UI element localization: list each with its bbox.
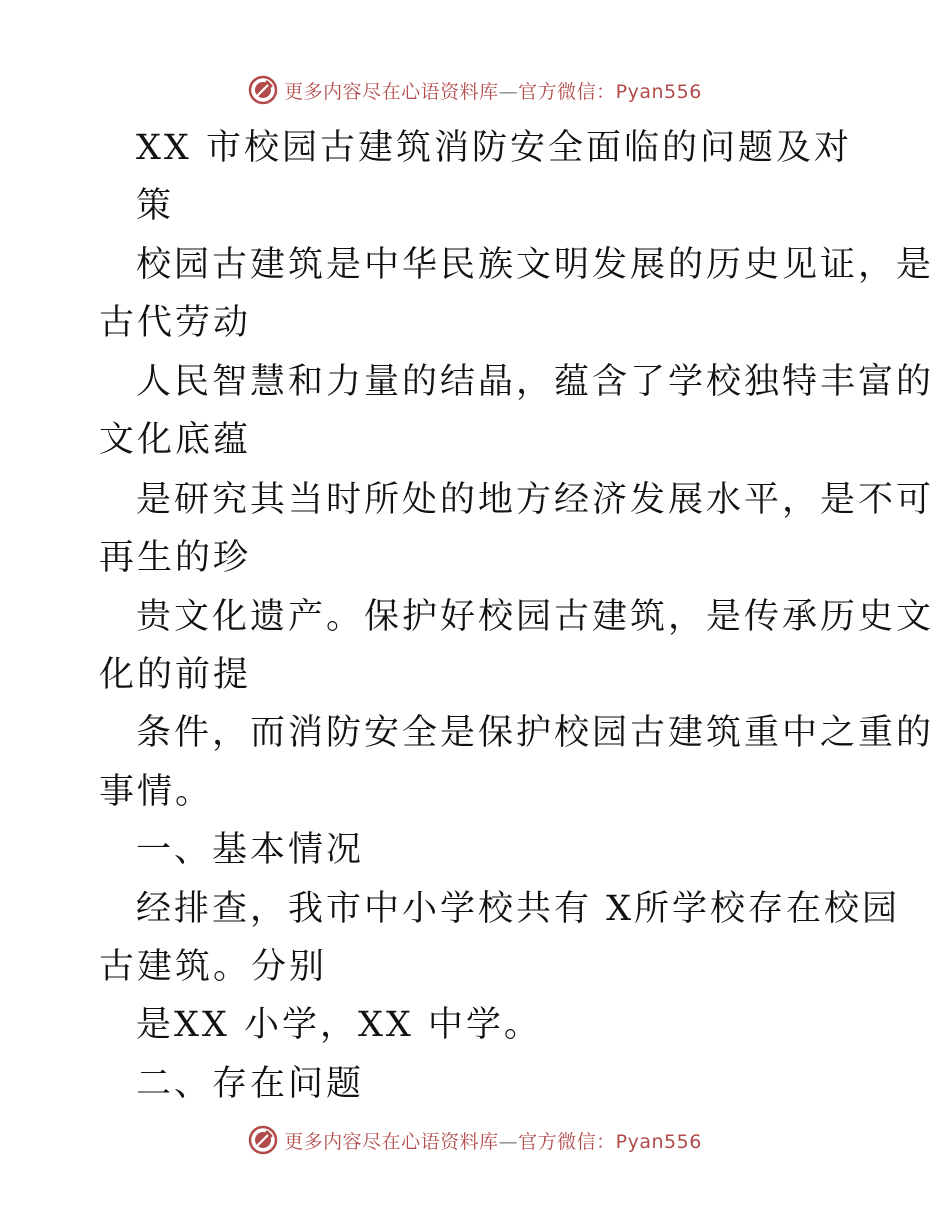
paragraph-line: 经排查，我市中小学校共有 X所学校存在校园	[136, 889, 901, 929]
document-title-line-1: XX 市校园古建筑消防安全面临的问题及对	[136, 128, 852, 168]
paragraph-line: 校园古建筑是中华民族文明发展的历史见证，是	[136, 245, 935, 285]
watermark-text: 更多内容尽在心语资料库—官方微信：Pyan556	[284, 1130, 702, 1153]
paragraph-line: 文化底蕴	[99, 420, 252, 460]
paragraph-line: 古建筑。分别	[99, 947, 328, 987]
paragraph-line: 事情。	[99, 772, 214, 812]
paragraph-line: 化的前提	[99, 655, 252, 695]
paragraph-line: 是XX 小学，XX 中学。	[136, 1005, 542, 1045]
document-title-line-2: 策	[136, 186, 175, 226]
paragraph-line: 贵文化遗产。保护好校园古建筑，是传承历史文	[136, 597, 935, 637]
section-heading-existing-problems: 二、存在问题	[136, 1064, 365, 1104]
footer-watermark	[0, 1120, 950, 1160]
paragraph-line: 古代劳动	[99, 303, 252, 343]
section-heading-basic-situation: 一、基本情况	[136, 830, 365, 870]
watermark-text: 更多内容尽在心语资料库—官方微信：Pyan556	[284, 80, 702, 103]
paragraph-line: 是研究其当时所处的地方经济发展水平，是不可	[136, 480, 935, 520]
pen-seal-icon	[248, 1125, 278, 1155]
paragraph-line: 再生的珍	[99, 538, 252, 578]
paragraph-line: 条件，而消防安全是保护校园古建筑重中之重的	[136, 713, 935, 753]
paragraph-line: 人民智慧和力量的结晶，蕴含了学校独特丰富的	[136, 362, 935, 402]
